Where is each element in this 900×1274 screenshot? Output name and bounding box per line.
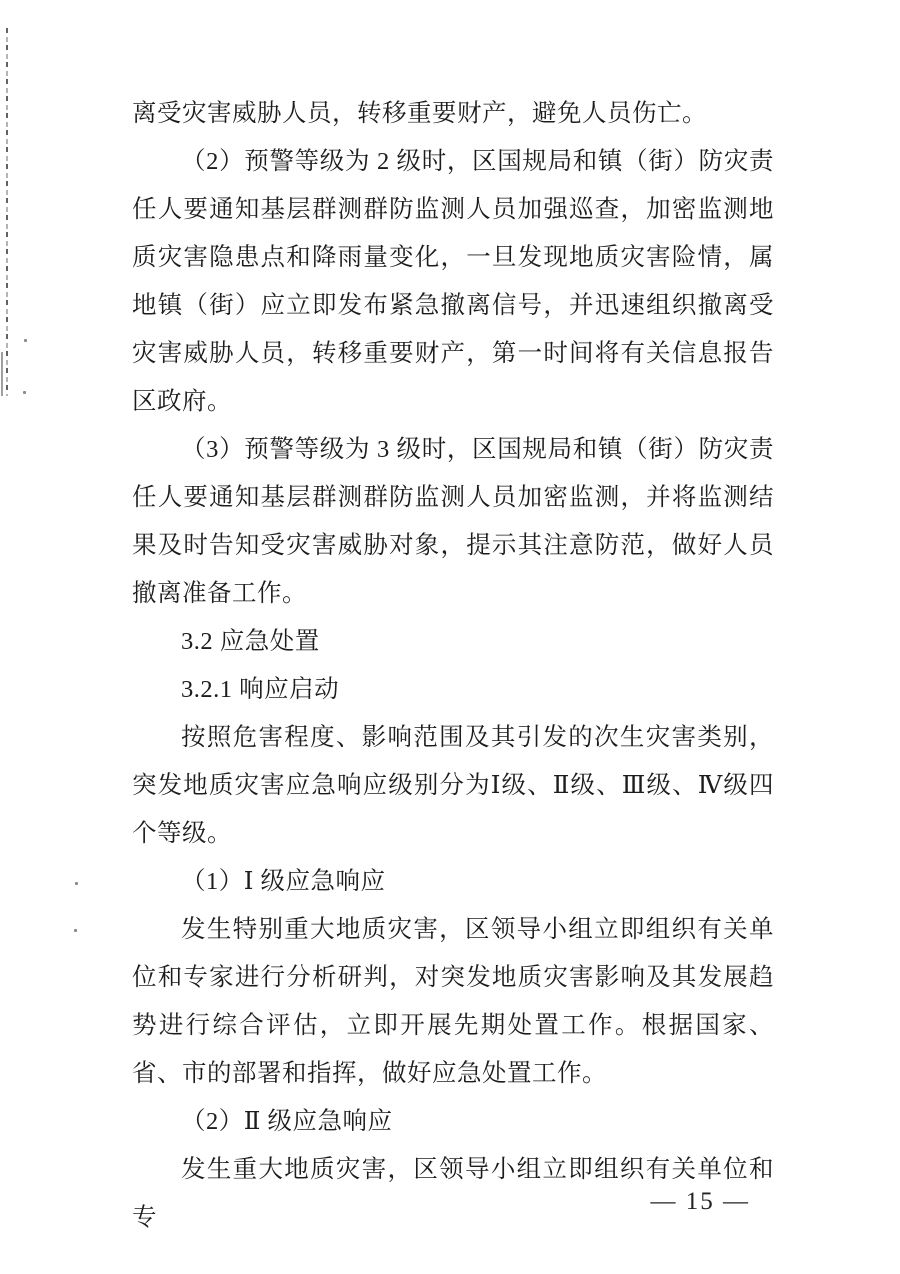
scan-artifact-speck xyxy=(23,391,26,394)
paragraph-continuation: 离受灾害威胁人员，转移重要财产，避免人员伤亡。 xyxy=(132,100,707,127)
page-number: — 15 — xyxy=(650,1188,750,1215)
scan-artifact-speck xyxy=(74,929,77,932)
scan-artifact-speck xyxy=(75,882,78,885)
paragraph-level-2-response-title: （2）Ⅱ 级应急响应 xyxy=(181,1108,393,1135)
paragraph-response-levels: 按照危害程度、影响范围及其引发的次生灾害类别，突发地质灾害应急响应级别分为Ⅰ级、Ⅱ级、Ⅲ级、Ⅳ级四个等级。 xyxy=(132,724,774,847)
paragraph-level-1-response-body: 发生特别重大地质灾害，区领导小组立即组织有关单位和专家进行分析研判，对突发地质灾害影响及其发展趋势进行综合评估，立即开展先期处置工作。根据国家、省、市的部署和指挥，做好应急处置工作。 xyxy=(132,916,774,1087)
paragraph-warning-level-2: （2）预警等级为 2 级时，区国规局和镇（街）防灾责任人要通知基层群测群防监测人员加强巡查，加密监测地质灾害隐患点和降雨量变化，一旦发现地质灾害险情，属地镇（街）应立即发布紧急撤离信号，并迅速组织撤离受灾害威胁人员，转移重要财产，第一时间将有关信息报告区政府。 xyxy=(132,148,774,415)
scan-artifact-speck xyxy=(24,339,27,342)
text-column xyxy=(132,90,774,1242)
paragraph-warning-level-3: （3）预警等级为 3 级时，区国规局和镇（街）防灾责任人要通知基层群测群防监测人员加密监测，并将监测结果及时告知受灾害威胁对象，提示其注意防范，做好人员撤离准备工作。 xyxy=(132,436,774,607)
scan-artifact-line xyxy=(6,28,8,396)
paragraph-level-1-response-title: （1）Ⅰ 级应急响应 xyxy=(181,868,386,895)
section-heading-3-2-1: 3.2.1 响应启动 xyxy=(181,676,340,703)
section-heading-3-2: 3.2 应急处置 xyxy=(181,628,320,655)
scan-artifact-edge-line xyxy=(1,352,3,396)
paragraph-level-2-response-body: 发生重大地质灾害，区领导小组立即组织有关单位和专 xyxy=(132,1156,774,1231)
